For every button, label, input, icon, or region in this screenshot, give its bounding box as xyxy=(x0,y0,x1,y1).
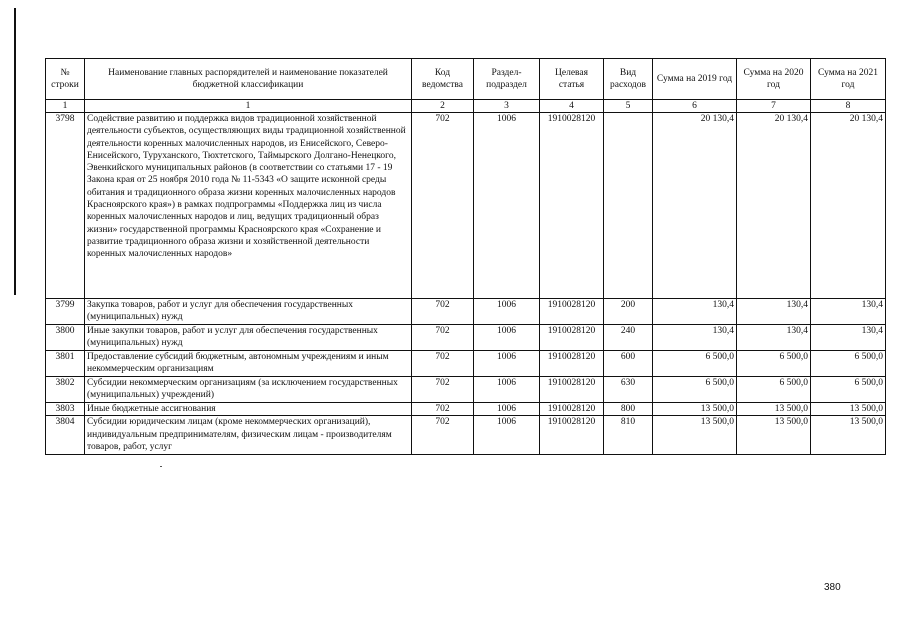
expense-type: 240 xyxy=(604,325,653,351)
expense-type: 630 xyxy=(604,377,653,403)
column-number: 1 xyxy=(46,100,85,113)
target-code: 1910028120 xyxy=(540,403,604,416)
left-margin-line xyxy=(14,8,16,295)
sum-2019: 20 130,4 xyxy=(653,113,737,299)
sum-2019: 6 500,0 xyxy=(653,377,737,403)
section-code: 1006 xyxy=(474,113,540,299)
sum-2019: 13 500,0 xyxy=(653,416,737,455)
header-sum-2020: Сумма на 2020 год xyxy=(737,59,811,100)
header-row-no: № строки xyxy=(46,59,85,100)
dept-code: 702 xyxy=(412,416,474,455)
sum-2021: 130,4 xyxy=(811,299,886,325)
expense-type: 600 xyxy=(604,351,653,377)
table-row xyxy=(46,403,886,416)
sum-2019: 130,4 xyxy=(653,325,737,351)
sum-2020: 130,4 xyxy=(737,325,811,351)
budget-table xyxy=(45,58,886,455)
header-name: Наименование главных распорядителей и наименование показателей бюджетной классификации xyxy=(85,59,412,100)
row-number: 3801 xyxy=(46,351,85,377)
column-number: 4 xyxy=(540,100,604,113)
row-number: 3800 xyxy=(46,325,85,351)
column-number: 6 xyxy=(653,100,737,113)
table-row xyxy=(46,325,886,351)
sum-2019: 130,4 xyxy=(653,299,737,325)
row-number: 3798 xyxy=(46,113,85,299)
row-name: Содействие развитию и поддержка видов традиционной хозяйственной деятельности субъектов, осуществляющих виды традиционной хозяйственной деятельности коренных малочисленных народов, из Енисейского, Северо-Енисейского, Туруханского, Тюхтетского, Таймырского Долгано-Ненецкого, Эвенкийского муниципальных районов (в соответствии со статьями 17 - 19 Закона края от 25 ноября 2010 года № 11-5343 «О защите исконной среды обитания и традиционного образа жизни коренных малочисленных народов Красноярского края») в рамках подпрограммы «Поддержка лиц из числа коренных малочисленных народов и лиц, ведущих традиционный образ жизни» государственной программы Красноярского края «Сохранение и развитие традиционного образа жизни и хозяйственной деятельности коренных малочисленных народов» xyxy=(85,113,412,299)
expense-type: 200 xyxy=(604,299,653,325)
column-number: 8 xyxy=(811,100,886,113)
section-code: 1006 xyxy=(474,416,540,455)
dept-code: 702 xyxy=(412,299,474,325)
section-code: 1006 xyxy=(474,403,540,416)
scan-speck xyxy=(160,466,162,467)
header-dept-code: Код ведомства xyxy=(412,59,474,100)
sum-2019: 6 500,0 xyxy=(653,351,737,377)
row-name: Субсидии юридическим лицам (кроме некоммерческих организаций), индивидуальным предпринимателям, физическим лицам - производителям товаров, работ, услуг xyxy=(85,416,412,455)
row-number: 3799 xyxy=(46,299,85,325)
sum-2020: 6 500,0 xyxy=(737,377,811,403)
column-number: 1 xyxy=(85,100,412,113)
table-row xyxy=(46,113,886,299)
column-number: 3 xyxy=(474,100,540,113)
sum-2021: 6 500,0 xyxy=(811,351,886,377)
column-number: 2 xyxy=(412,100,474,113)
dept-code: 702 xyxy=(412,403,474,416)
column-number-row xyxy=(46,100,886,113)
row-number: 3804 xyxy=(46,416,85,455)
row-name: Субсидии некоммерческим организациям (за исключением государственных (муниципальных) учреждений) xyxy=(85,377,412,403)
header-section: Раздел-подраздел xyxy=(474,59,540,100)
sum-2019: 13 500,0 xyxy=(653,403,737,416)
target-code: 1910028120 xyxy=(540,299,604,325)
expense-type xyxy=(604,113,653,299)
row-number: 3803 xyxy=(46,403,85,416)
sum-2020: 13 500,0 xyxy=(737,416,811,455)
target-code: 1910028120 xyxy=(540,351,604,377)
header-expense-type: Вид расходов xyxy=(604,59,653,100)
sum-2021: 130,4 xyxy=(811,325,886,351)
sum-2020: 6 500,0 xyxy=(737,351,811,377)
sum-2021: 20 130,4 xyxy=(811,113,886,299)
dept-code: 702 xyxy=(412,351,474,377)
row-name: Предоставление субсидий бюджетным, автономным учреждениям и иным некоммерческим организациям xyxy=(85,351,412,377)
section-code: 1006 xyxy=(474,351,540,377)
sum-2020: 20 130,4 xyxy=(737,113,811,299)
sum-2021: 6 500,0 xyxy=(811,377,886,403)
header-row xyxy=(46,59,886,100)
column-number: 7 xyxy=(737,100,811,113)
row-number: 3802 xyxy=(46,377,85,403)
row-name: Иные бюджетные ассигнования xyxy=(85,403,412,416)
header-target: Целевая статья xyxy=(540,59,604,100)
table-row xyxy=(46,377,886,403)
expense-type: 800 xyxy=(604,403,653,416)
dept-code: 702 xyxy=(412,377,474,403)
target-code: 1910028120 xyxy=(540,416,604,455)
dept-code: 702 xyxy=(412,113,474,299)
section-code: 1006 xyxy=(474,299,540,325)
header-sum-2021: Сумма на 2021 год xyxy=(811,59,886,100)
section-code: 1006 xyxy=(474,377,540,403)
expense-type: 810 xyxy=(604,416,653,455)
sum-2021: 13 500,0 xyxy=(811,416,886,455)
target-code: 1910028120 xyxy=(540,113,604,299)
target-code: 1910028120 xyxy=(540,325,604,351)
header-sum-2019: Сумма на 2019 год xyxy=(653,59,737,100)
sum-2020: 13 500,0 xyxy=(737,403,811,416)
sum-2020: 130,4 xyxy=(737,299,811,325)
dept-code: 702 xyxy=(412,325,474,351)
column-number: 5 xyxy=(604,100,653,113)
row-name: Закупка товаров, работ и услуг для обеспечения государственных (муниципальных) нужд xyxy=(85,299,412,325)
sum-2021: 13 500,0 xyxy=(811,403,886,416)
target-code: 1910028120 xyxy=(540,377,604,403)
table-row xyxy=(46,299,886,325)
row-name: Иные закупки товаров, работ и услуг для обеспечения государственных (муниципальных) нужд xyxy=(85,325,412,351)
page-number: 380 xyxy=(824,582,841,593)
table-row xyxy=(46,416,886,455)
table-row xyxy=(46,351,886,377)
section-code: 1006 xyxy=(474,325,540,351)
